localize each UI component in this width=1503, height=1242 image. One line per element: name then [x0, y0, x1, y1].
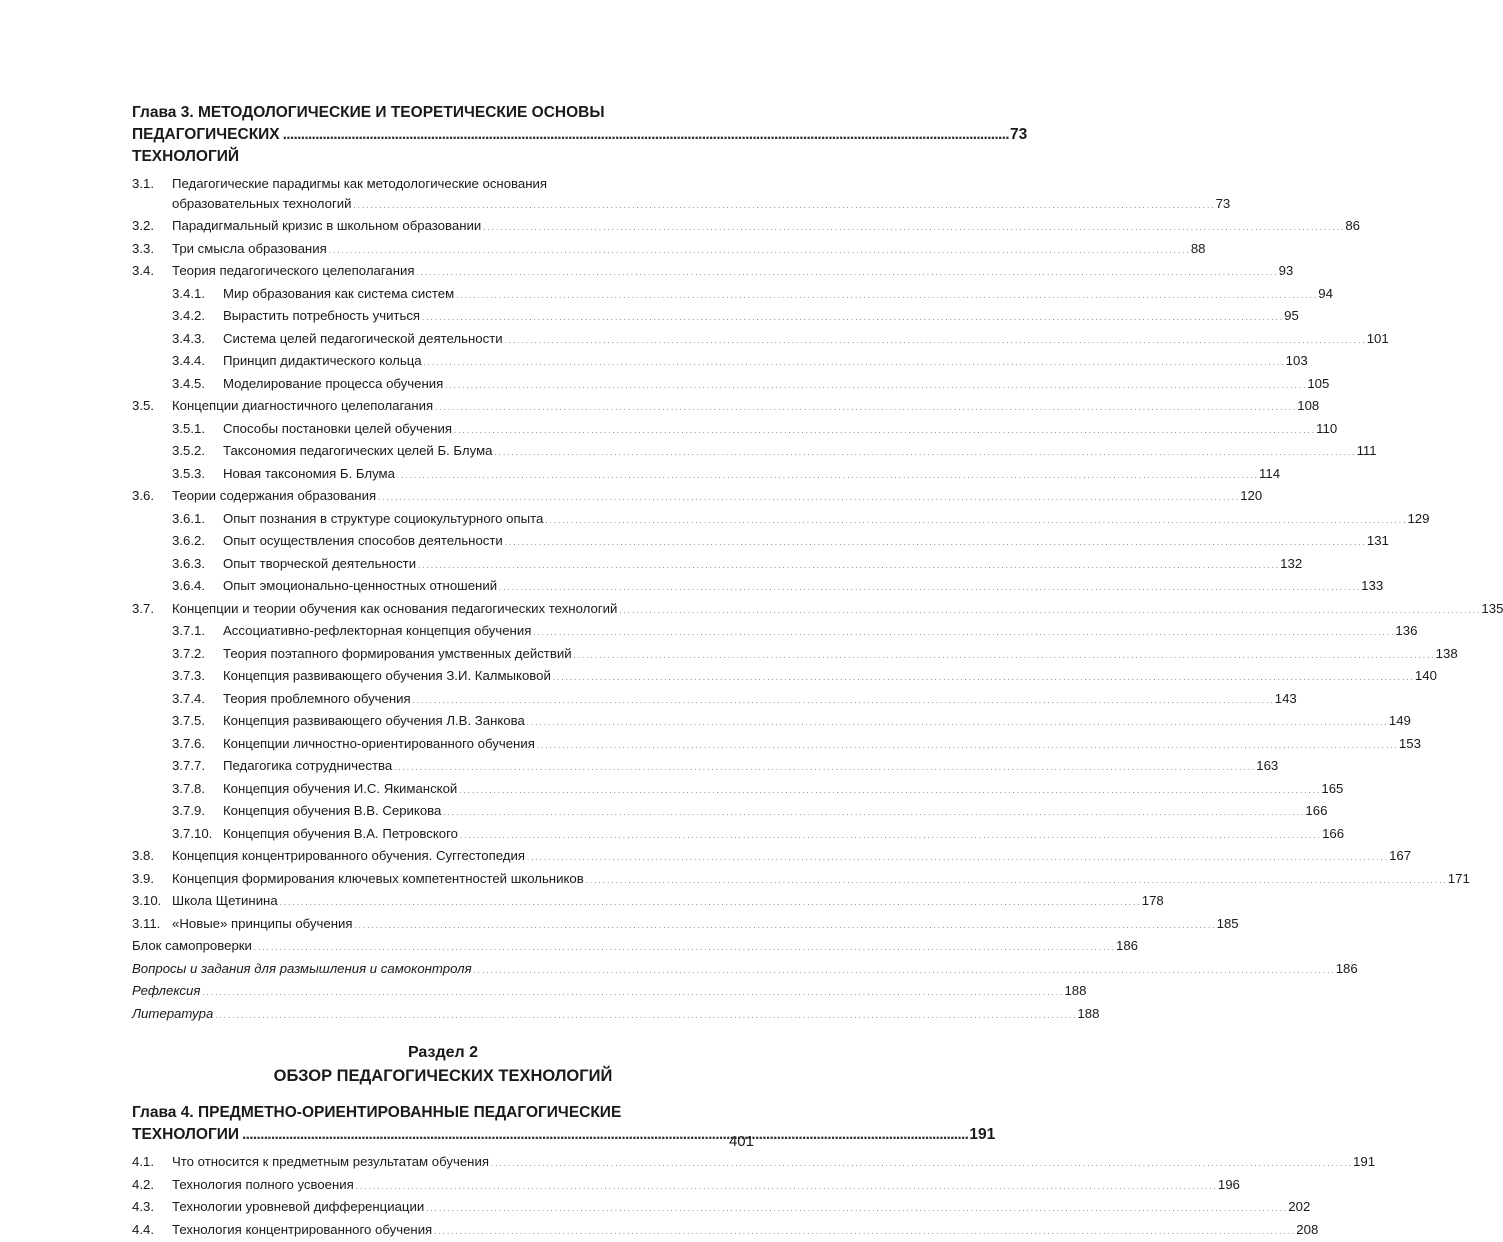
entry-number: 3.6.2. [172, 531, 223, 551]
toc-entry [132, 486, 754, 509]
entry-title: Педагогика сотрудничества [223, 756, 392, 776]
toc-entry [132, 174, 754, 216]
toc-entry-reflection [132, 981, 754, 1004]
dot-leader [355, 917, 1215, 937]
entry-number: 3.5.3. [172, 464, 223, 484]
entry-number: 3.5. [132, 396, 172, 416]
entry-page: 166 [1305, 801, 1327, 821]
dot-leader [533, 624, 1393, 644]
entry-number: 3.7.6. [172, 734, 223, 754]
dot-leader [445, 377, 1305, 397]
entry-page: 129 [1407, 509, 1429, 529]
toc-subentry [132, 779, 754, 802]
toc-subentry [132, 464, 754, 487]
dot-leader [329, 242, 1189, 262]
toc-entry [132, 1175, 754, 1198]
entry-page: 105 [1307, 374, 1329, 394]
entry-number: 3.7.7. [172, 756, 223, 776]
entry-title: Концепция обучения И.С. Якиманской [223, 779, 457, 799]
dot-leader [537, 737, 1397, 757]
entry-title: Опыт эмоционально-ценностных отношений [223, 576, 497, 596]
dot-leader [505, 534, 1365, 554]
toc-subentry [132, 419, 754, 442]
toc-subentry [132, 374, 754, 397]
page-number: 401 [729, 1133, 754, 1150]
toc-subentry [132, 576, 754, 599]
toc-subentry [132, 756, 754, 779]
entry-title: Новая таксономия Б. Блума [223, 464, 395, 484]
toc-subentry [132, 531, 754, 554]
toc-subentry [132, 666, 754, 689]
toc-subentry [132, 824, 754, 847]
entry-page: 110 [1316, 419, 1337, 439]
entry-title: Таксономия педагогических целей Б. Блума [223, 441, 492, 461]
toc-subentry [132, 284, 754, 307]
toc-subentry [132, 711, 754, 734]
dot-leader [413, 692, 1273, 712]
dot-leader [280, 894, 1140, 914]
entry-page: 163 [1256, 756, 1278, 776]
entry-number: 3.7.9. [172, 801, 223, 821]
entry-title: Моделирование процесса обучения [223, 374, 443, 394]
entry-title: Концепция развивающего обучения З.И. Калмыковой [223, 666, 551, 686]
dot-leader [356, 1178, 1216, 1198]
entry-title-cont: образовательных технологий [172, 194, 352, 214]
dot-leader [459, 782, 1319, 802]
entry-number: 4.1. [132, 1152, 172, 1172]
entry-title: Теория поэтапного формирования умственных действий [223, 644, 572, 664]
toc-subentry [132, 734, 754, 757]
entry-page: 138 [1436, 644, 1458, 664]
dot-leader [215, 1007, 1075, 1027]
entry-title: Теория проблемного обучения [223, 689, 411, 709]
entry-title: Концепции и теории обучения как основания педагогических технологий [172, 599, 617, 619]
entry-number: 3.7.2. [172, 644, 223, 664]
entry-page: 165 [1321, 779, 1343, 799]
dot-leader [378, 489, 1238, 509]
entry-title: Технология полного усвоения [172, 1175, 354, 1195]
toc-entry-self-check [132, 936, 754, 959]
entry-page: 131 [1367, 531, 1389, 551]
entry-page: 166 [1322, 824, 1344, 844]
entry-title: Рефлексия [132, 981, 200, 1001]
entry-number: 3.3. [132, 239, 172, 259]
entry-page: 149 [1389, 711, 1411, 731]
entry-page: 178 [1142, 891, 1164, 911]
entry-title: Литература [132, 1004, 213, 1024]
entry-page: 103 [1286, 351, 1308, 371]
chapter-page: 73 [1010, 124, 1027, 146]
toc-entry [132, 261, 754, 284]
chapter-title-line2: ПЕДАГОГИЧЕСКИХ ТЕХНОЛОГИЙ [132, 124, 280, 168]
dot-leader [527, 849, 1387, 869]
entry-page: 101 [1367, 329, 1389, 349]
entry-page: 108 [1297, 396, 1319, 416]
entry-page: 196 [1218, 1175, 1240, 1195]
entry-title: Технология концентрированного обучения [172, 1220, 432, 1240]
entry-number: 3.6.1. [172, 509, 223, 529]
entry-title: Вопросы и задания для размышления и самоконтроля [132, 959, 472, 979]
toc-subentry [132, 644, 754, 667]
entry-page: 188 [1064, 981, 1086, 1001]
dot-leader [418, 557, 1278, 577]
entry-title: «Новые» принципы обучения [172, 914, 353, 934]
dot-leader [242, 1124, 966, 1146]
entry-page: 153 [1399, 734, 1421, 754]
dot-leader [456, 287, 1316, 307]
toc-entry [132, 239, 754, 262]
entry-title: Концепция концентрированного обучения. Суггестопедия [172, 846, 525, 866]
dot-leader [394, 759, 1254, 779]
entry-number: 3.7.3. [172, 666, 223, 686]
entry-title: Теория педагогического целеполагания [172, 261, 415, 281]
entry-page: 111 [1357, 441, 1377, 461]
entry-number: 3.6.3. [172, 554, 223, 574]
entry-number: 4.3. [132, 1197, 172, 1217]
toc-entry-questions [132, 959, 754, 982]
toc-entry [132, 1152, 754, 1175]
toc-entry [132, 396, 754, 419]
section-label: Раздел 2 [132, 1042, 754, 1064]
dot-leader [202, 984, 1062, 1004]
entry-page: 88 [1191, 239, 1206, 259]
entry-page: 94 [1318, 284, 1333, 304]
entry-page: 188 [1077, 1004, 1099, 1024]
toc-subentry [132, 689, 754, 712]
toc-subentry [132, 509, 754, 532]
entry-title: Концепция развивающего обучения Л.В. Занкова [223, 711, 525, 731]
toc-subentry [132, 306, 754, 329]
entry-number: 3.5.1. [172, 419, 223, 439]
chapter-page: 191 [969, 1124, 995, 1146]
dot-leader [254, 939, 1114, 959]
entry-title: Опыт осуществления способов деятельности [223, 531, 503, 551]
entry-page: 202 [1288, 1197, 1310, 1217]
entry-number: 3.4.2. [172, 306, 223, 326]
entry-number: 3.10. [132, 891, 172, 911]
entry-title: Теории содержания образования [172, 486, 376, 506]
entry-title: Мир образования как система систем [223, 284, 454, 304]
dot-leader [424, 354, 1284, 374]
chapter-title-line1: Глава 3. МЕТОДОЛОГИЧЕСКИЕ И ТЕОРЕТИЧЕСКИЕ ОСНОВЫ [132, 102, 754, 124]
entry-title: Школа Щетинина [172, 891, 278, 911]
dot-leader [545, 512, 1405, 532]
dot-leader [397, 467, 1257, 487]
toc-entry [132, 869, 754, 892]
dot-leader [499, 579, 1359, 599]
dot-leader [460, 827, 1320, 847]
entry-number: 3.11. [132, 914, 172, 934]
entry-number: 3.8. [132, 846, 172, 866]
entry-page: 73 [1216, 194, 1231, 214]
toc-entry [132, 1197, 754, 1220]
entry-title: Концепция обучения В.А. Петровского [223, 824, 458, 844]
entry-page: 133 [1361, 576, 1383, 596]
entry-page: 167 [1389, 846, 1411, 866]
entry-title: Блок самопроверки [132, 936, 252, 956]
entry-title: Ассоциативно-рефлекторная концепция обучения [223, 621, 531, 641]
toc-entry [132, 1220, 754, 1242]
entry-page: 208 [1296, 1220, 1318, 1240]
toc-entry-literature [132, 1004, 754, 1027]
toc-entry [132, 216, 754, 239]
dot-leader [553, 669, 1413, 689]
chapter-3-heading [132, 102, 754, 168]
entry-number: 3.5.2. [172, 441, 223, 461]
toc-subentry [132, 554, 754, 577]
entry-number: 3.9. [132, 869, 172, 889]
toc-entry [132, 914, 754, 937]
toc-entry [132, 891, 754, 914]
entry-number: 3.7.5. [172, 711, 223, 731]
entry-page: 186 [1336, 959, 1358, 979]
toc-subentry [132, 351, 754, 374]
entry-title: Концепция обучения В.В. Серикова [223, 801, 441, 821]
entry-page: 120 [1240, 486, 1262, 506]
entry-title: Опыт творческой деятельности [223, 554, 416, 574]
dot-leader [443, 804, 1303, 824]
entry-number: 3.4. [132, 261, 172, 281]
dot-leader [426, 1200, 1286, 1220]
chapter-4-heading [132, 1102, 754, 1146]
entry-page: 186 [1116, 936, 1138, 956]
entry-title: Концепции личностно-ориентированного обучения [223, 734, 535, 754]
entry-number: 3.1. [132, 174, 172, 194]
entry-title: Концепция формирования ключевых компетентностей школьников [172, 869, 584, 889]
dot-leader [417, 264, 1277, 284]
dot-leader [527, 714, 1387, 734]
entry-page: 93 [1279, 261, 1294, 281]
entry-page: 135 [1481, 599, 1503, 619]
entry-page: 140 [1415, 666, 1437, 686]
entry-title: Вырастить потребность учиться [223, 306, 420, 326]
entry-number: 4.2. [132, 1175, 172, 1195]
entry-title: Принцип дидактического кольца [223, 351, 422, 371]
entry-page: 132 [1280, 554, 1302, 574]
toc-subentry [132, 329, 754, 352]
entry-page: 143 [1275, 689, 1297, 709]
toc-subentry [132, 801, 754, 824]
entry-number: 3.7.10. [172, 824, 223, 844]
dot-leader [483, 219, 1343, 239]
entry-number: 3.6.4. [172, 576, 223, 596]
dot-leader [354, 197, 1214, 217]
entry-title: Система целей педагогической деятельности [223, 329, 503, 349]
table-of-contents [132, 102, 754, 1242]
entry-title: Опыт познания в структуре социокультурного опыта [223, 509, 543, 529]
dot-leader [574, 647, 1434, 667]
toc-entry [132, 599, 754, 622]
dot-leader [505, 332, 1365, 352]
entry-page: 114 [1259, 464, 1280, 484]
entry-number: 4.4. [132, 1220, 172, 1240]
dot-leader [422, 309, 1282, 329]
entry-title: Способы постановки целей обучения [223, 419, 452, 439]
entry-title: Педагогические парадигмы как методологические основания [172, 174, 1230, 194]
dot-leader [435, 399, 1295, 419]
section-title: ОБЗОР ПЕДАГОГИЧЕСКИХ ТЕХНОЛОГИЙ [132, 1064, 754, 1088]
dot-leader [619, 602, 1479, 622]
dot-leader [283, 124, 1007, 146]
entry-number: 3.7.8. [172, 779, 223, 799]
entry-number: 3.2. [132, 216, 172, 236]
entry-number: 3.4.4. [172, 351, 223, 371]
entry-number: 3.4.1. [172, 284, 223, 304]
entry-page: 136 [1395, 621, 1417, 641]
entry-number: 3.7.4. [172, 689, 223, 709]
entry-number: 3.7. [132, 599, 172, 619]
dot-leader [474, 962, 1334, 982]
entry-page: 191 [1353, 1152, 1375, 1172]
dot-leader [454, 422, 1314, 442]
entry-page: 95 [1284, 306, 1299, 326]
entry-number: 3.4.3. [172, 329, 223, 349]
dot-leader [434, 1223, 1294, 1242]
dot-leader [494, 444, 1354, 464]
entry-title: Три смысла образования [172, 239, 327, 259]
entry-title: Парадигмальный кризис в школьном образовании [172, 216, 481, 236]
toc-subentry [132, 441, 754, 464]
entry-title: Технологии уровневой дифференциации [172, 1197, 424, 1217]
entry-number: 3.4.5. [172, 374, 223, 394]
dot-leader [491, 1155, 1351, 1175]
section-2-heading [132, 1042, 754, 1088]
toc-subentry [132, 621, 754, 644]
chapter-title-line1: Глава 4. ПРЕДМЕТНО-ОРИЕНТИРОВАННЫЕ ПЕДАГОГИЧЕСКИЕ [132, 1102, 754, 1124]
dot-leader [586, 872, 1446, 892]
entry-number: 3.7.1. [172, 621, 223, 641]
entry-number: 3.6. [132, 486, 172, 506]
entry-page: 185 [1217, 914, 1239, 934]
entry-title: Концепции диагностичного целеполагания [172, 396, 433, 416]
chapter-title-line2: ТЕХНОЛОГИИ [132, 1124, 239, 1146]
toc-entry [132, 846, 754, 869]
entry-page: 171 [1448, 869, 1470, 889]
entry-title: Что относится к предметным результатам обучения [172, 1152, 489, 1172]
entry-page: 86 [1345, 216, 1360, 236]
